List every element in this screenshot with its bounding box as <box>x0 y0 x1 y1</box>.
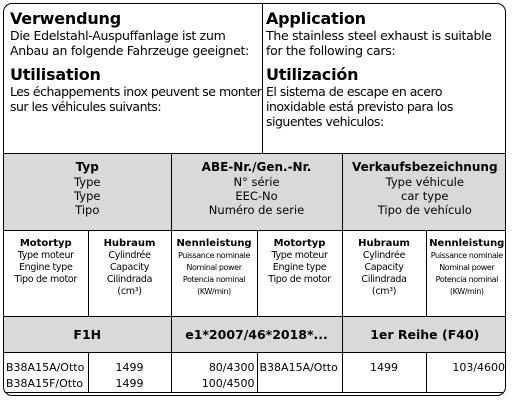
spec-engine-type-left: Motortyp Type moteur Engine type Tipo de motor <box>4 231 88 317</box>
vehicle-table <box>4 153 506 393</box>
spec-capacity-right: Hubraum Cylindrée Capacity Cilindrada (cm³) <box>342 231 426 317</box>
engine-left-cell <box>4 353 88 393</box>
capacity-left-2: 1499 <box>115 377 144 390</box>
text-fr: Les échappements inox peuvent se monter sur les véhicules suivants: <box>10 84 262 114</box>
category-type: Typ Type Type Tipo <box>4 154 171 231</box>
heading-de: Verwendung <box>10 9 121 28</box>
spec-engine-type-right: Motortyp Type moteur Engine type Tipo de motor <box>257 231 342 317</box>
power-left-1: 80/4300 <box>208 361 255 374</box>
capacity-right-cell <box>342 353 426 393</box>
power-left-2: 100/4500 <box>201 377 255 390</box>
heading-en: Application <box>266 9 366 28</box>
intro-right-column <box>266 10 502 135</box>
spec-header-row <box>4 231 506 317</box>
intro-section <box>4 4 506 153</box>
capacity-right-1: 1499 <box>370 361 399 374</box>
capacity-left-1: 1499 <box>115 361 144 374</box>
value-type: F1H <box>4 317 171 353</box>
heading-es: Utilización <box>266 65 359 84</box>
engine-right-1: B38A15A/Otto <box>259 361 338 374</box>
category-header-row <box>4 154 506 231</box>
engine-data-row <box>4 353 506 393</box>
spec-power-left: Nennleistung Puissance nominale Nominal power Potencia nominal (KW/min) <box>171 231 257 317</box>
engine-right-cell <box>257 353 342 393</box>
spec-power-right: Nennleistung Puissance nominale Nominal power Potencia nominal (KW/min) <box>426 231 506 317</box>
intro-divider <box>262 4 263 153</box>
power-right-cell <box>426 353 506 393</box>
value-abe-number: e1*2007/46*2018*... <box>171 317 342 353</box>
value-row <box>4 317 506 353</box>
heading-fr: Utilisation <box>10 65 101 84</box>
engine-left-1: B38A15A/Otto <box>6 361 85 374</box>
category-abe-number: ABE-Nr./Gen.-Nr. N° série EEC-No Numéro de serie <box>171 154 342 231</box>
intro-left-column <box>10 10 262 120</box>
engine-left-2: B38A15F/Otto <box>6 377 84 390</box>
category-sales-name: Verkaufsbezeichnung Type véhicule car type Tipo de vehículo <box>342 154 506 231</box>
power-right-1: 103/4600 <box>452 361 506 374</box>
document-frame <box>3 3 506 396</box>
text-es: El sistema de escape en acero inoxidable está previsto para los siguentes vehiculos: <box>266 84 453 129</box>
power-left-cell <box>171 353 257 393</box>
capacity-left-cell <box>88 353 171 393</box>
value-sales-name: 1er Reihe (F40) <box>342 317 506 353</box>
spec-capacity-left: Hubraum Cylindrée Capacity Cilindrada (cm³) <box>88 231 171 317</box>
text-de: Die Edelstahl-Auspuffanlage ist zum Anbau an folgende Fahrzeuge geeignet: <box>10 28 250 58</box>
text-en: The stainless steel exhaust is suitable for the following cars: <box>266 28 492 58</box>
